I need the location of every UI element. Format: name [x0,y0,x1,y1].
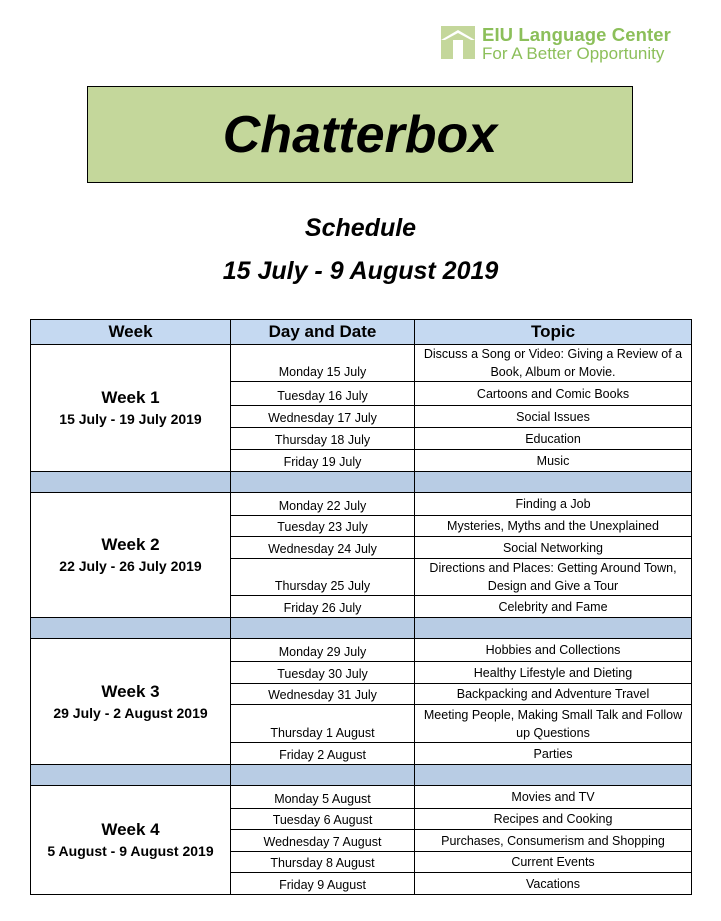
topic-cell: Education [415,428,692,450]
building-logo-icon [441,26,475,59]
day-cell: Tuesday 30 July [231,662,415,684]
topic-cell: Cartoons and Comic Books [415,382,692,406]
day-cell: Thursday 18 July [231,428,415,450]
header-week: Week [31,320,231,345]
logo-title: EIU Language Center [482,24,671,45]
topic-cell: Purchases, Consumerism and Shopping [415,830,692,852]
topic-cell: Hobbies and Collections [415,639,692,662]
banner-title: Chatterbox [222,105,498,164]
day-cell: Wednesday 24 July [231,537,415,559]
logo [441,24,701,64]
day-cell: Friday 26 July [231,596,415,618]
table-header-row [31,320,692,345]
day-cell: Thursday 1 August [231,705,415,743]
day-cell: Thursday 25 July [231,559,415,596]
topic-cell: Recipes and Cooking [415,809,692,830]
table-row [31,345,692,382]
day-cell: Friday 19 July [231,450,415,472]
week-name: Week 4 [101,820,160,839]
week-range: 29 July - 2 August 2019 [53,704,208,721]
week-range: 15 July - 19 July 2019 [59,411,202,427]
week-cell [31,639,231,765]
week-cell [31,493,231,618]
day-cell: Monday 15 July [231,345,415,382]
day-cell: Friday 2 August [231,743,415,765]
topic-cell: Backpacking and Adventure Travel [415,684,692,705]
topic-cell: Social Networking [415,537,692,559]
week-cell [31,345,231,472]
day-cell: Monday 29 July [231,639,415,662]
day-cell: Wednesday 7 August [231,830,415,852]
week-name: Week 2 [101,535,160,554]
day-cell: Monday 22 July [231,493,415,516]
week-range: 5 August - 9 August 2019 [47,843,214,859]
schedule-heading: Schedule [304,214,417,242]
topic-cell: Healthy Lifestyle and Dieting [415,662,692,684]
header-day-date: Day and Date [231,320,415,345]
topic-cell: Mysteries, Myths and the Unexplained [415,516,692,537]
separator-row [31,765,692,786]
separator-row [31,618,692,639]
topic-cell: Parties [415,743,692,765]
topic-cell: Directions and Places: Getting Around Town, Design and Give a Tour [415,559,692,596]
day-cell: Friday 9 August [231,873,415,895]
date-range-heading: 15 July - 9 August 2019 [222,257,499,285]
week-range: 22 July - 26 July 2019 [59,558,202,574]
day-cell: Tuesday 23 July [231,516,415,537]
title-banner [87,86,633,183]
table-row [31,786,692,809]
topic-cell: Movies and TV [415,786,692,809]
schedule-table [30,319,692,895]
day-cell: Tuesday 16 July [231,382,415,406]
topic-cell: Discuss a Song or Video: Giving a Review of a Book, Album or Movie. [415,345,692,382]
table-row [31,639,692,662]
topic-cell: Music [415,450,692,472]
topic-cell: Vacations [415,873,692,895]
week-cell [31,786,231,895]
day-cell: Wednesday 17 July [231,406,415,428]
day-cell: Tuesday 6 August [231,809,415,830]
day-cell: Wednesday 31 July [231,684,415,705]
header-topic: Topic [415,320,692,345]
topic-cell: Social Issues [415,406,692,428]
topic-cell: Meeting People, Making Small Talk and Follow up Questions [415,705,692,743]
separator-row [31,472,692,493]
day-cell: Monday 5 August [231,786,415,809]
topic-cell: Current Events [415,852,692,873]
topic-cell: Finding a Job [415,493,692,516]
table-row [31,493,692,516]
logo-subtitle: For A Better Opportunity [482,44,665,63]
topic-cell: Celebrity and Fame [415,596,692,618]
day-cell: Thursday 8 August [231,852,415,873]
week-name: Week 1 [101,388,160,407]
week-name: Week 3 [101,681,160,701]
